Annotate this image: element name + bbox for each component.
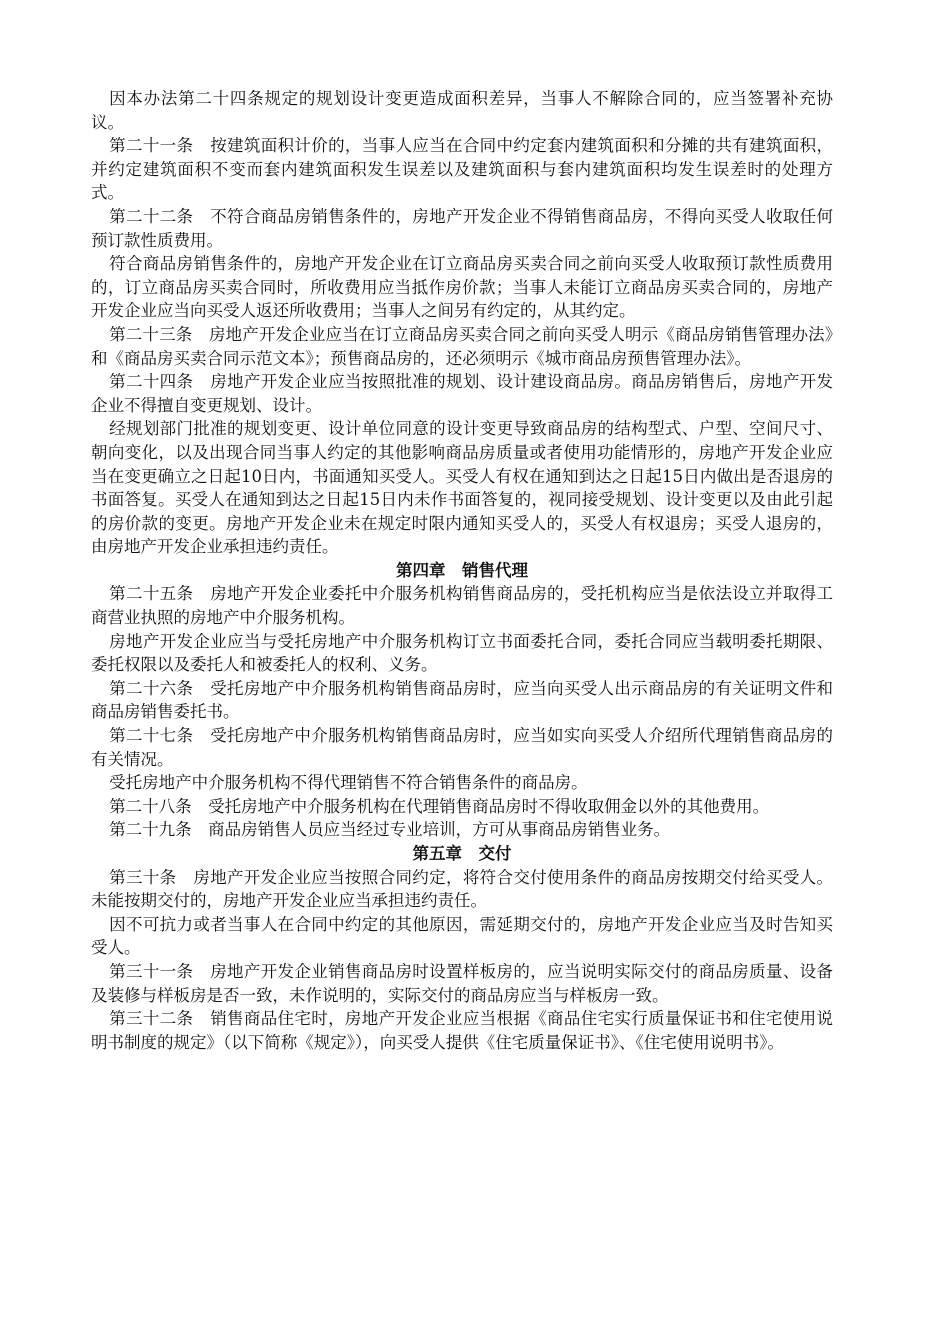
article-31: 第三十一条 房地产开发企业销售商品房时设置样板房的，应当说明实际交付的商品房质量、设备及装修与样板房是否一致，未作说明的，实际交付的商品房应当与样板房一致。 — [91, 961, 833, 1005]
article-23: 第二十三条 房地产开发企业应当在订立商品房买卖合同之前向买受人明示《商品房销售管理办法》和《商品房买卖合同示范文本》；预售商品房的，还必须明示《城市商品房预售管理办法》。 — [91, 324, 833, 368]
chapter-4-heading: 第四章 销售代理 — [396, 560, 528, 580]
article-27: 第二十七条 受托房地产中介服务机构销售商品房时，应当如实向买受人介绍所代理销售商品房的有关情况。 — [91, 726, 833, 769]
paragraph: 因不可抗力或者当事人在合同中约定的其他原因，需延期交付的，房地产开发企业应当及时告知买受人。 — [91, 914, 833, 958]
article-22: 第二十二条 不符合商品房销售条件的，房地产开发企业不得销售商品房，不得向买受人收取任何预订款性质费用。 — [91, 206, 833, 250]
article-29: 第二十九条 商品房销售人员应当经过专业培训，方可从事商品房销售业务。 — [109, 820, 671, 840]
article-21: 第二十一条 按建筑面积计价的，当事人应当在合同中约定套内建筑面积和分摊的共有建筑面积，并约定建筑面积不变而套内建筑面积发生误差以及建筑面积与套内建筑面积均发生误差时的处理方式。 — [91, 136, 833, 203]
chapter-5-heading: 第五章 交付 — [412, 844, 512, 863]
article-24: 第二十四条 房地产开发企业应当按照批准的规划、设计建设商品房。商品房销售后，房地产开发企业不得擅自变更规划、设计。 — [91, 372, 833, 415]
article-30: 第三十条 房地产开发企业应当按照合同约定，将符合交付使用条件的商品房按期交付给买受人。未能按期交付的，房地产开发企业应当承担违约责任。 — [91, 867, 833, 911]
article-28: 第二十八条 受托房地产中介服务机构在代理销售商品房时不得收取佣金以外的其他费用。 — [109, 796, 770, 816]
article-32: 第三十二条 销售商品住宅时，房地产开发企业应当根据《商品住宅实行质量保证书和住宅使用说明书制度的规定》（以下简称《规定》），向买受人提供《住宅质量保证书》、《住宅使用说明书》。 — [91, 1009, 833, 1052]
paragraph: 受托房地产中介服务机构不得代理销售不符合销售条件的商品房。 — [109, 773, 588, 793]
paragraph: 因本办法第二十四条规定的规划设计变更造成面积差异，当事人不解除合同的，应当签署补充协议。 — [91, 89, 833, 132]
paragraph: 符合商品房销售条件的，房地产开发企业在订立商品房买卖合同之前向买受人收取预订款性质费用的，订立商品房买卖合同时，所收费用应当抵作房价款；当事人未能订立商品房买卖合同的，房地产开发企业应当向买受人返还所收费用；当事人之间另有约定的，从其约定。 — [91, 254, 833, 321]
paragraph: 房地产开发企业应当与受托房地产中介服务机构订立书面委托合同，委托合同应当载明委托期限、委托权限以及委托人和被委托人的权利、义务。 — [91, 631, 833, 675]
paragraph: 经规划部门批准的规划变更、设计单位同意的设计变更导致商品房的结构型式、户型、空间尺寸、朝向变化，以及出现合同当事人约定的其他影响商品房质量或者使用功能情形的，房地产开发企业应当在变更确立之日起10日内，书面通知买受人。买受人有权在通知到达之日起15日内做出是否退房的书面答复。买受人在通知到达之日起15日内未作书面答复的，视同接受规划、设计变更以及由此引起的房价款的变更。房地产开发企业未在规定时限内通知买受人的，买受人有权退房；买受人退房的，由房地产开发企业承担违约责任。 — [91, 419, 833, 557]
article-26: 第二十六条 受托房地产中介服务机构销售商品房时，应当向买受人出示商品房的有关证明文件和商品房销售委托书。 — [91, 678, 833, 722]
document-page — [91, 87, 833, 1054]
article-25: 第二十五条 房地产开发企业委托中介服务机构销售商品房的，受托机构应当是依法设立并取得工商营业执照的房地产中介服务机构。 — [91, 584, 833, 628]
